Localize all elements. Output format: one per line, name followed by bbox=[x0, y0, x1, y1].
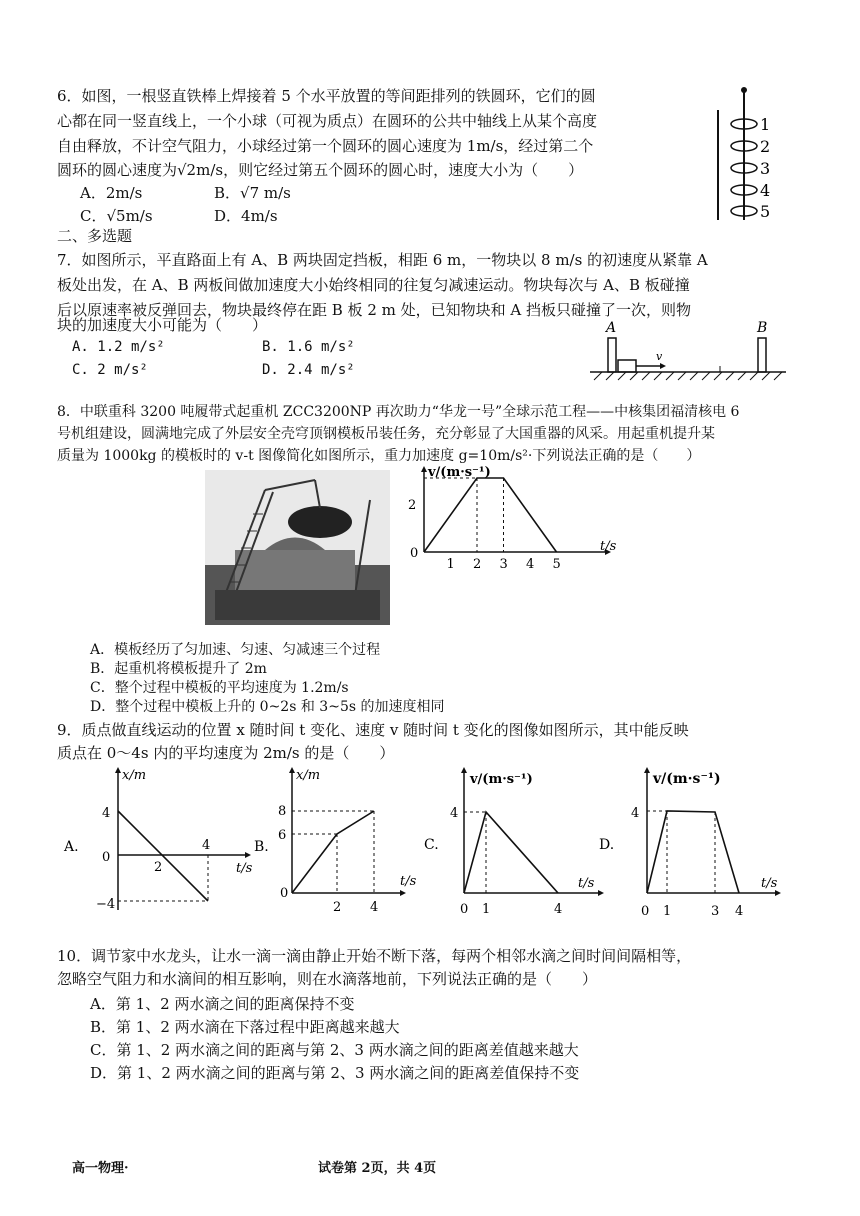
q9-a-ylabel: x/m bbox=[122, 768, 147, 783]
q6-option-a: A．2m/s bbox=[80, 184, 143, 202]
q10-option-a: A．第 1、2 两水滴之间的距离保持不变 bbox=[90, 995, 355, 1013]
plate-b-label: B bbox=[757, 320, 768, 336]
q9-d-ylabel: v/(m·s⁻¹) bbox=[653, 771, 721, 787]
q7-line4: 块的加速度大小可能为（ ） bbox=[57, 316, 268, 334]
q10-line1: 10．调节家中水龙头，让水一滴一滴由静止开始不断下落，每两个相邻水滴之间时间间隔相等， bbox=[57, 947, 692, 965]
q6-line4: 圆环的圆心速度为√2m/s，则它经过第五个圆环的圆心时，速度大小为（ ） bbox=[57, 161, 584, 179]
q8-line1: 8．中联重科 3200 吨履带式起重机 ZCC3200NP 再次助力“华龙一号”全球示范工程——中核集团福清核电 6 bbox=[57, 404, 740, 420]
ring-label-1: 1 bbox=[760, 115, 771, 134]
q9-c-tick-t1: 1 bbox=[482, 902, 491, 915]
q9-c-ylabel: v/(m·s⁻¹) bbox=[470, 772, 533, 787]
ring-label-5: 5 bbox=[760, 202, 771, 221]
q9-a-letter: A. bbox=[64, 839, 79, 855]
q9-a-tick-neg4: −4 bbox=[96, 897, 116, 912]
q9-b-line bbox=[292, 811, 374, 893]
q9-graph-a bbox=[60, 765, 260, 915]
q9-c-tick-4: 4 bbox=[450, 806, 459, 821]
q8-ylabel: v/(m·s⁻¹) bbox=[428, 465, 491, 480]
q8-xtick-0: 0 bbox=[410, 546, 419, 561]
q10-line2: 忽略空气阻力和水滴间的相互影响，则在水滴落地前，下列说法正确的是（ ） bbox=[57, 970, 598, 988]
q9-graph-c bbox=[420, 765, 610, 915]
q9-d-xlabel: t/s bbox=[761, 876, 778, 891]
q8-xtick-3: 3 bbox=[499, 557, 508, 572]
q6-rings-figure bbox=[710, 80, 780, 225]
q9-a-tick-4: 4 bbox=[102, 806, 111, 821]
q8-option-a: A．模板经历了匀加速、匀速、匀减速三个过程 bbox=[90, 642, 381, 658]
q9-c-line bbox=[464, 812, 558, 893]
q9-d-tick-4: 4 bbox=[631, 806, 640, 821]
q7-option-c: C. 2 m/s² bbox=[72, 362, 148, 378]
q10-option-b: B．第 1、2 两水滴在下落过程中距离越来越大 bbox=[90, 1018, 400, 1036]
q7-option-b: B. 1.6 m/s² bbox=[262, 339, 355, 355]
q8-xtick-1: 1 bbox=[446, 557, 455, 572]
ring-label-4: 4 bbox=[760, 181, 771, 200]
ring-label-2: 2 bbox=[760, 137, 771, 156]
q9-b-letter: B. bbox=[254, 839, 269, 855]
q9-line1: 9．质点做直线运动的位置 x 随时间 t 变化、速度 v 随时间 t 变化的图像如图所示，其中能反映 bbox=[57, 721, 689, 739]
q6-line2: 心都在同一竖直线上，一个小球（可视为质点）在圆环的公共中轴线上从某个高度 bbox=[57, 112, 598, 130]
q9-a-tick-t2: 2 bbox=[154, 860, 163, 875]
q9-b-tick-t4: 4 bbox=[370, 900, 379, 915]
q9-d-line bbox=[647, 811, 739, 893]
section-multi-choice: 二、多选题 bbox=[57, 227, 133, 245]
q9-b-tick-6: 6 bbox=[278, 828, 287, 843]
q8-line3: 质量为 1000kg 的模板时的 v-t 图像简化如图所示，重力加速度 g=10m/s²·下列说法正确的是（ ） bbox=[57, 448, 701, 464]
q10-option-d: D．第 1、2 两水滴之间的距离与第 2、3 两水滴之间的距离差值保持不变 bbox=[90, 1064, 580, 1082]
q9-c-xlabel: t/s bbox=[578, 876, 595, 891]
q9-b-xlabel: t/s bbox=[400, 874, 417, 889]
q8-vt-chart bbox=[400, 462, 625, 577]
q9-a-tick-t4: 4 bbox=[202, 838, 211, 853]
velocity-label: v bbox=[656, 350, 663, 363]
q9-b-tick-t2: 2 bbox=[333, 900, 342, 915]
q7-line2: 板处出发，在 A、B 两板间做加速度大小始终相同的往复匀减速运动。物块每次与 A、B 板碰撞 bbox=[57, 276, 690, 294]
q9-line2: 质点在 0～4s 内的平均速度为 2m/s 的是（ ） bbox=[57, 744, 395, 762]
q9-b-tick-8: 8 bbox=[278, 804, 287, 819]
q9-b-tick-0: 0 bbox=[280, 886, 289, 901]
q7-option-a: A. 1.2 m/s² bbox=[72, 339, 165, 355]
q7-option-d: D. 2.4 m/s² bbox=[262, 362, 355, 378]
q9-graph-d bbox=[595, 765, 795, 920]
q9-a-line bbox=[118, 811, 211, 901]
q6-line1: 6．如图，一根竖直铁棒上焊接着 5 个水平放置的等间距排列的铁圆环，它们的圆 bbox=[57, 87, 596, 105]
q9-d-tick-t4: 4 bbox=[735, 904, 744, 919]
q9-d-tick-t1: 1 bbox=[663, 904, 672, 919]
q8-series-line bbox=[424, 478, 557, 552]
q6-option-d: D．4m/s bbox=[214, 207, 278, 225]
q8-ytick-2: 2 bbox=[408, 498, 417, 513]
ring-label-3: 3 bbox=[760, 159, 771, 178]
q9-c-tick-t4: 4 bbox=[554, 902, 563, 915]
plate-a-label: A bbox=[606, 320, 617, 336]
q8-option-c: C．整个过程中模板的平均速度为 1.2m/s bbox=[90, 680, 349, 696]
q9-graph-b bbox=[250, 765, 430, 915]
q9-d-tick-t3: 3 bbox=[711, 904, 720, 919]
crane-photo bbox=[205, 470, 390, 625]
q9-d-tick-0: 0 bbox=[641, 904, 650, 919]
footer-page-number: 试卷第 2页，共 4页 bbox=[318, 1161, 437, 1176]
q7-line3: 后以原速率被反弹回去，物块最终停在距 B 板 2 m 处，已知物块和 A 挡板只碰撞了一次，则物 bbox=[57, 301, 692, 319]
q8-option-d: D．整个过程中模板上升的 0~2s 和 3~5s 的加速度相同 bbox=[90, 699, 445, 715]
q8-xtick-2: 2 bbox=[473, 557, 482, 572]
q9-b-ylabel: x/m bbox=[296, 768, 321, 783]
q8-option-b: B．起重机将模板提升了 2m bbox=[90, 661, 267, 677]
q8-xtick-4: 4 bbox=[526, 557, 535, 572]
q10-option-c: C．第 1、2 两水滴之间的距离与第 2、3 两水滴之间的距离差值越来越大 bbox=[90, 1041, 579, 1059]
footer-subject: 高一物理· bbox=[72, 1161, 129, 1176]
q8-xlabel: t/s bbox=[600, 539, 617, 554]
q7-line1: 7．如图所示，平直路面上有 A、B 两块固定挡板，相距 6 m，一物块以 8 m/s 的初速度从紧靠 A bbox=[57, 251, 708, 269]
q9-d-letter: D. bbox=[599, 837, 615, 853]
q9-a-tick-0: 0 bbox=[102, 850, 111, 865]
q7-plates-figure bbox=[590, 318, 790, 386]
q9-c-tick-0: 0 bbox=[460, 902, 469, 915]
q6-line3: 自由释放，不计空气阻力，小球经过第一个圆环的圆心速度为 1m/s，经过第二个 bbox=[57, 137, 594, 155]
q6-option-c: C．√5m/s bbox=[80, 207, 153, 225]
q6-option-b: B．√7 m/s bbox=[214, 184, 291, 202]
q8-line2: 号机组建设，圆满地完成了外层安全壳穹顶钢模板吊装任务，充分彰显了大国重器的风采。用起重机提升某 bbox=[57, 426, 715, 442]
q8-xtick-5: 5 bbox=[552, 557, 561, 572]
q9-c-letter: C. bbox=[424, 837, 439, 853]
q9-a-xlabel: t/s bbox=[236, 861, 253, 876]
